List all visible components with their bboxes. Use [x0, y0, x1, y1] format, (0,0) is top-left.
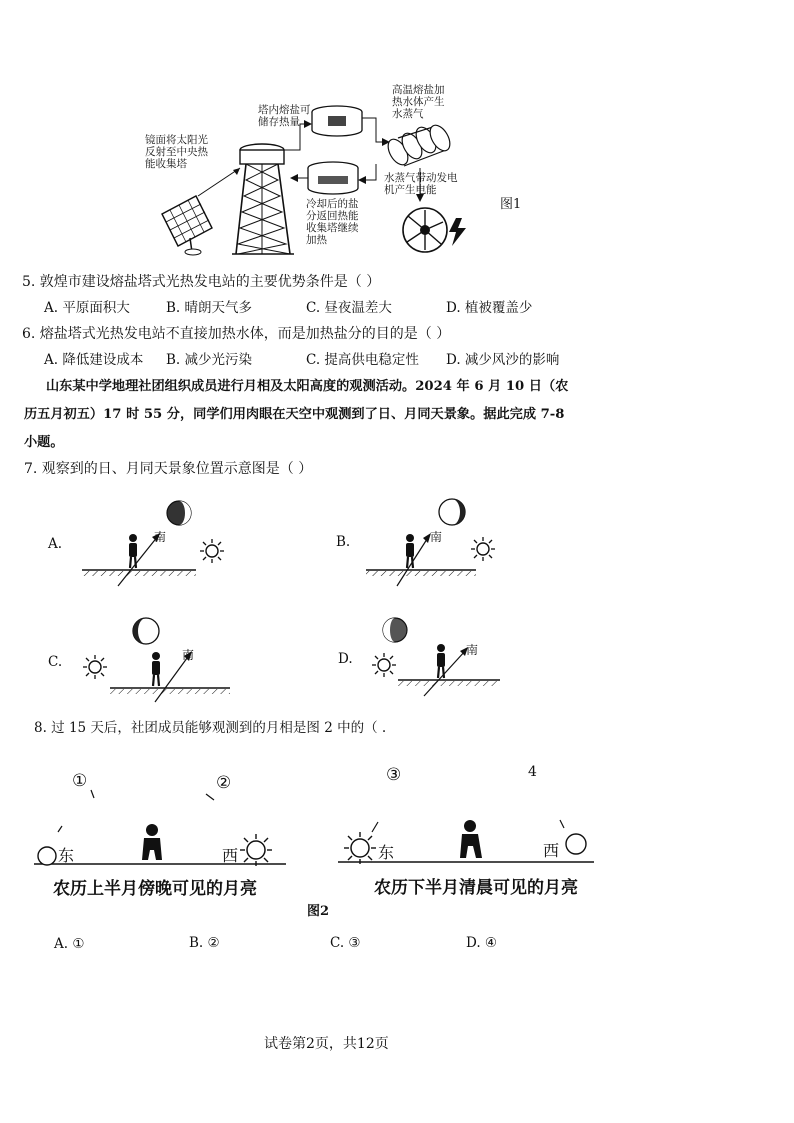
- south-label-c: 南: [182, 648, 195, 662]
- moon-mark-1: ①: [72, 771, 88, 791]
- figure-1-label-cooled-salt: 冷却后的盐分返回热能收集塔继续加热: [306, 198, 359, 246]
- question-6-option-d[interactable]: D. 减少风沙的影响: [446, 352, 560, 368]
- question-5-option-d[interactable]: D. 植被覆盖少: [446, 300, 533, 316]
- moon-mark-4: 4: [528, 764, 537, 780]
- tower-icon: [232, 144, 294, 254]
- figure-1-label-storage: 塔内熔盐可储存热量: [258, 104, 311, 128]
- option-a-diagram: [82, 501, 224, 586]
- question-6-option-b[interactable]: B. 减少光污染: [166, 352, 253, 368]
- figure-2-caption-left: 农历上半月傍晚可见的月亮: [53, 879, 257, 899]
- question-5-option-a[interactable]: A. 平原面积大: [44, 300, 130, 316]
- question-7-option-b[interactable]: B.: [336, 534, 351, 550]
- question-7-diagrams: [0, 490, 794, 690]
- question-5-stem: 5. 敦煌市建设熔盐塔式光热发电站的主要优势条件是（ ）: [22, 274, 381, 290]
- sun-west-icon: [240, 834, 272, 866]
- west-label-right: 西: [543, 841, 560, 860]
- question-8-option-b[interactable]: B. ②: [189, 935, 220, 951]
- east-label-right: 东: [378, 843, 395, 862]
- question-6-option-c[interactable]: C. 提高供电稳定性: [306, 352, 419, 368]
- moon-mark-3: ③: [386, 765, 402, 785]
- south-label-d: 南: [466, 643, 479, 657]
- question-7-option-c[interactable]: C.: [48, 654, 63, 670]
- moon-west-icon: [566, 834, 586, 854]
- figure-2-caption-right: 农历下半月清晨可见的月亮: [374, 878, 578, 898]
- east-label-left: 东: [58, 846, 75, 865]
- question-7-option-d[interactable]: D.: [338, 651, 353, 667]
- sun-icon: [471, 537, 495, 561]
- moon-mark-2: ②: [216, 773, 232, 793]
- question-7-stem: 7. 观察到的日、月同天景象位置示意图是（ ）: [24, 461, 313, 477]
- figure-1-label-mirror: 镜面将太阳光反射至中央热能收集塔: [145, 134, 208, 170]
- question-8-option-c[interactable]: C. ③: [330, 935, 361, 951]
- question-8-stem: 8. 过 15 天后，社团成员能够观测到的月相是图 2 中的（ .: [34, 720, 387, 736]
- lightning-icon: [449, 218, 466, 246]
- intro-line-2: 历五月初五）17 时 55 分，同学们用肉眼在天空中观测到了日、月同天景象。据此完成 7-8: [24, 407, 565, 422]
- question-5-option-c[interactable]: C. 昼夜温差大: [306, 300, 392, 316]
- solar-panel-icon: [162, 196, 212, 255]
- figure-1-label-steam: 水蒸气带动发电机产生电能: [384, 172, 458, 196]
- question-8-option-a[interactable]: A. ①: [54, 936, 85, 952]
- option-c-diagram: [83, 618, 230, 702]
- question-8-option-d[interactable]: D. ④: [466, 935, 498, 951]
- moon-east-icon: [38, 847, 56, 865]
- intro-line-3: 小题。: [24, 435, 64, 450]
- observer-icon: [142, 824, 162, 860]
- intro-line-1: 山东某中学地理社团组织成员进行月相及太阳高度的观测活动。2024 年 6 月 10 日（农: [46, 379, 569, 394]
- south-label-a: 南: [154, 530, 167, 544]
- boiler-pipes-icon: [384, 122, 454, 168]
- sun-east-icon: [344, 832, 376, 864]
- hot-salt-tank-icon: [312, 106, 362, 136]
- south-label-b: 南: [430, 530, 443, 544]
- observer-icon: [460, 820, 482, 858]
- sun-icon: [83, 655, 107, 679]
- question-6-option-a[interactable]: A. 降低建设成本: [44, 352, 144, 368]
- page-footer: 试卷第2页，共12页: [264, 1036, 389, 1052]
- figure-2-label: 图2: [307, 904, 330, 919]
- cold-salt-tank-icon: [308, 162, 358, 194]
- turbine-generator-icon: [403, 208, 447, 252]
- figure-1-caption: 图1: [500, 197, 522, 212]
- option-d-diagram: [372, 618, 500, 696]
- sun-icon: [200, 539, 224, 563]
- figure-1-label-high-temp: 高温熔盐加热水体产生水蒸气: [392, 84, 445, 120]
- sun-icon: [372, 653, 396, 677]
- question-5-option-b[interactable]: B. 晴朗天气多: [166, 300, 253, 316]
- question-7-option-a[interactable]: A.: [48, 536, 63, 552]
- figure-1-drawing: [0, 0, 794, 260]
- question-6-stem: 6. 熔盐塔式光热发电站不直接加热水体，而是加热盐分的目的是（ ）: [22, 326, 451, 342]
- west-label-left: 西: [222, 846, 239, 865]
